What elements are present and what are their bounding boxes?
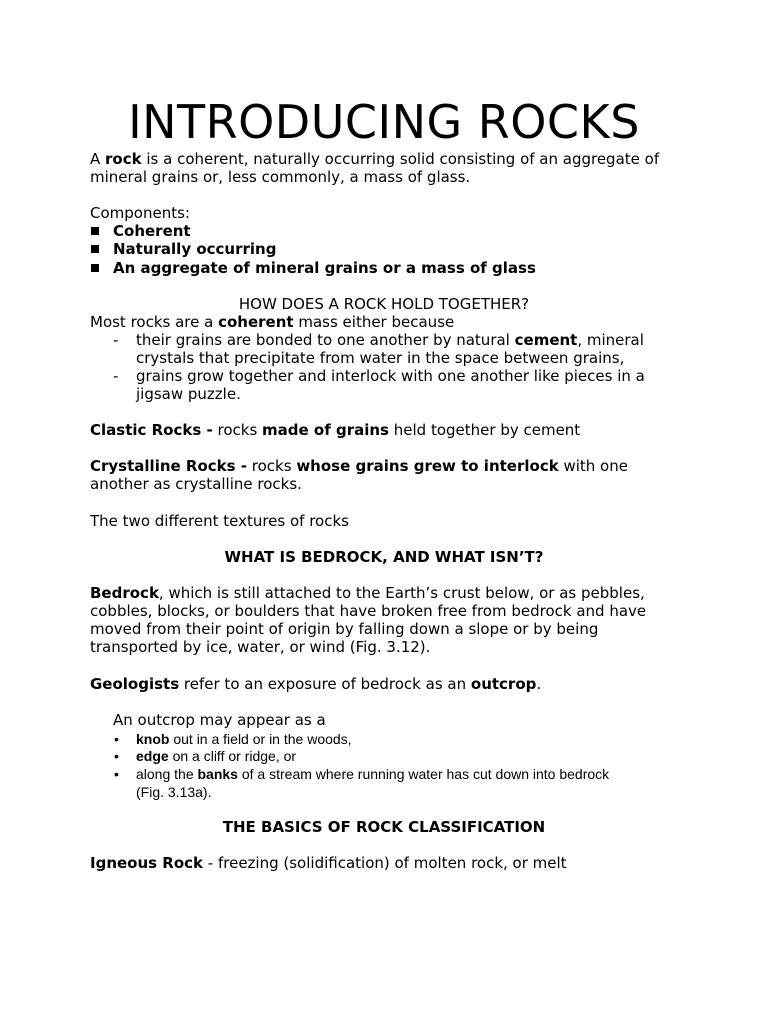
components-label: Components: [90, 204, 190, 222]
bullet-text: on a cliff or ridge, or [168, 748, 297, 764]
hold-lead-text: mass either because [293, 313, 455, 331]
bullet-text: out in a field or in the woods, [169, 731, 352, 747]
crystalline-definition [90, 457, 628, 475]
edge-term: edge [136, 748, 169, 764]
geologists-text: . [536, 675, 542, 693]
outcrop-bullet-2 [136, 747, 296, 765]
clastic-definition [90, 421, 580, 439]
crystalline-bold: whose grains grew to interlock [296, 457, 559, 475]
square-bullet-icon [91, 227, 99, 235]
outcrop-lead: An outcrop may appear as a [113, 711, 326, 729]
bedrock-text: , which is still attached to the Earth’s crust below, or as pebbles, [158, 584, 645, 602]
hold-heading: HOW DOES A ROCK HOLD TOGETHER? [238, 295, 530, 313]
geologists-text: refer to an exposure of bedrock as an [179, 675, 471, 693]
banks-term: banks [197, 766, 238, 782]
bullet-icon: • [114, 766, 119, 782]
clastic-text: rocks [212, 421, 263, 439]
bullet-text: of a stream where running water has cut down into bedrock [237, 766, 610, 782]
bullet-icon: • [114, 731, 119, 747]
geologists-line [90, 675, 541, 693]
square-bullet-icon [91, 245, 99, 253]
cement-term: cement [514, 331, 578, 349]
clastic-text: held together by cement [389, 421, 581, 439]
hold-lead-text: Most rocks are a [90, 313, 219, 331]
clastic-term: Clastic Rocks - [90, 421, 213, 439]
igneous-text: - freezing (solidification) of molten rock, or melt [203, 854, 567, 872]
intro-a: A [90, 150, 106, 168]
intro-line-1 [90, 150, 659, 168]
igneous-definition [90, 854, 567, 872]
dash-marker: - [113, 331, 119, 349]
hold-dash-2-line-2: jigsaw puzzle. [136, 385, 241, 403]
page-title: INTRODUCING ROCKS [128, 95, 640, 149]
crystalline-line-2: another as crystalline rocks. [90, 475, 302, 493]
textures-line: The two different textures of rocks [90, 512, 349, 530]
outcrop-bullet-3 [136, 765, 609, 783]
hold-dash-1-line-2: crystals that precipitate from water in the space between grains, [136, 349, 625, 367]
bedrock-line-4: transported by ice, water, or wind (Fig. 3.12). [90, 638, 431, 656]
hold-dash-2: grains grow together and interlock with one another like pieces in a [136, 367, 645, 385]
bedrock-line-3: moved from their point of origin by falling down a slope or by being [90, 620, 599, 638]
hold-dash-1 [136, 331, 644, 349]
square-bullet-icon [91, 264, 99, 272]
igneous-term: Igneous Rock [90, 854, 204, 872]
bullet-icon: • [114, 748, 119, 764]
coherent-term: coherent [218, 313, 294, 331]
bedrock-term: Bedrock [90, 584, 159, 602]
clastic-bold: made of grains [262, 421, 389, 439]
dash-marker: - [113, 367, 119, 385]
outcrop-term: outcrop [470, 675, 537, 693]
crystalline-text: with one [558, 457, 628, 475]
classification-heading: THE BASICS OF ROCK CLASSIFICATION [222, 818, 546, 836]
dash-text: , mineral [577, 331, 644, 349]
outcrop-bullet-1 [136, 730, 352, 748]
component-item: Coherent [113, 222, 191, 240]
bedrock-line-1 [90, 584, 645, 602]
intro-line-2: mineral grains or, less commonly, a mass of glass. [90, 168, 471, 186]
knob-term: knob [136, 731, 170, 747]
intro-rest: is a coherent, naturally occurring solid consisting of an aggregate of [141, 150, 660, 168]
rock-term: rock [105, 150, 142, 168]
outcrop-bullet-3-line-2: (Fig. 3.13a). [136, 784, 212, 800]
crystalline-text: rocks [247, 457, 297, 475]
bedrock-line-2: cobbles, blocks, or boulders that have broken free from bedrock and have [90, 602, 647, 620]
dash-text: their grains are bonded to one another by natural [136, 331, 515, 349]
bullet-text: along the [136, 766, 198, 782]
bedrock-heading: WHAT IS BEDROCK, AND WHAT ISN’T? [224, 548, 544, 566]
hold-lead [90, 313, 454, 331]
component-item: An aggregate of mineral grains or a mass of glass [113, 259, 536, 277]
geologists-term: Geologists [90, 675, 180, 693]
crystalline-term: Crystalline Rocks - [90, 457, 248, 475]
component-item: Naturally occurring [113, 240, 277, 258]
